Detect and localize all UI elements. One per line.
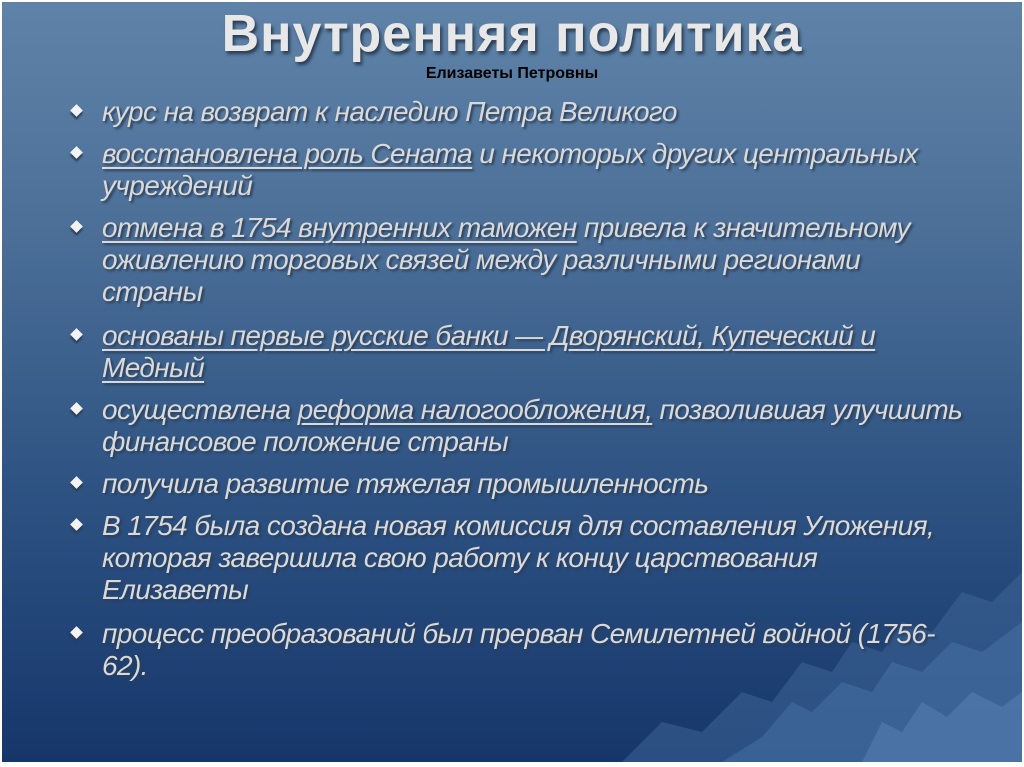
underlined-phrase: основаны первые русские банки — Дворянский, Купеческий и Медный (102, 320, 876, 383)
bullet-item (64, 510, 964, 606)
diamond-bullet-icon (70, 626, 83, 639)
bullet-item (64, 394, 964, 458)
underlined-phrase: реформа налогообложения, (297, 394, 653, 425)
slide-title: Внутренняя политика (221, 5, 803, 63)
bullet-text (102, 320, 964, 384)
diamond-bullet-icon (70, 104, 83, 117)
underlined-phrase: восстановлена роль Сената (102, 138, 473, 169)
slide-subtitle: Елизаветы Петровны (425, 65, 599, 82)
bullet-item (64, 212, 964, 308)
bullet-text: отмена в 1754 внутренних таможен привела к значительному оживлению торговых связей между различными регионами страны (102, 212, 910, 307)
bullet-item (64, 320, 964, 384)
bullet-item (64, 138, 964, 202)
bullet-text: восстановлена роль Сената и некоторых других центральных учреждений (102, 138, 918, 201)
bullet-text: В 1754 была создана новая комиссия для составления Уложения, которая завершила свою работу к концу царствования Елизаветы (102, 510, 935, 605)
diamond-bullet-icon (70, 518, 83, 531)
bullet-text: курс на возврат к наследию Петра Великого (102, 96, 677, 127)
bullet-item (64, 468, 708, 500)
diamond-bullet-icon (70, 402, 83, 415)
diamond-bullet-icon (70, 146, 83, 159)
bullet-text: процесс преобразований был прерван Семилетней войной (1756-62). (102, 618, 935, 681)
slide (2, 2, 1022, 762)
bullet-text: осуществлена реформа налогообложения, позволившая улучшить финансовое положение страны (102, 394, 963, 457)
diamond-bullet-icon (70, 476, 83, 489)
diamond-bullet-icon (70, 328, 83, 341)
diamond-bullet-icon (70, 220, 83, 233)
bullet-text: получила развитие тяжелая промышленность (102, 468, 709, 499)
bullet-item (64, 618, 964, 682)
bullet-item (64, 96, 677, 128)
underlined-phrase: отмена в 1754 внутренних таможен (102, 212, 577, 243)
